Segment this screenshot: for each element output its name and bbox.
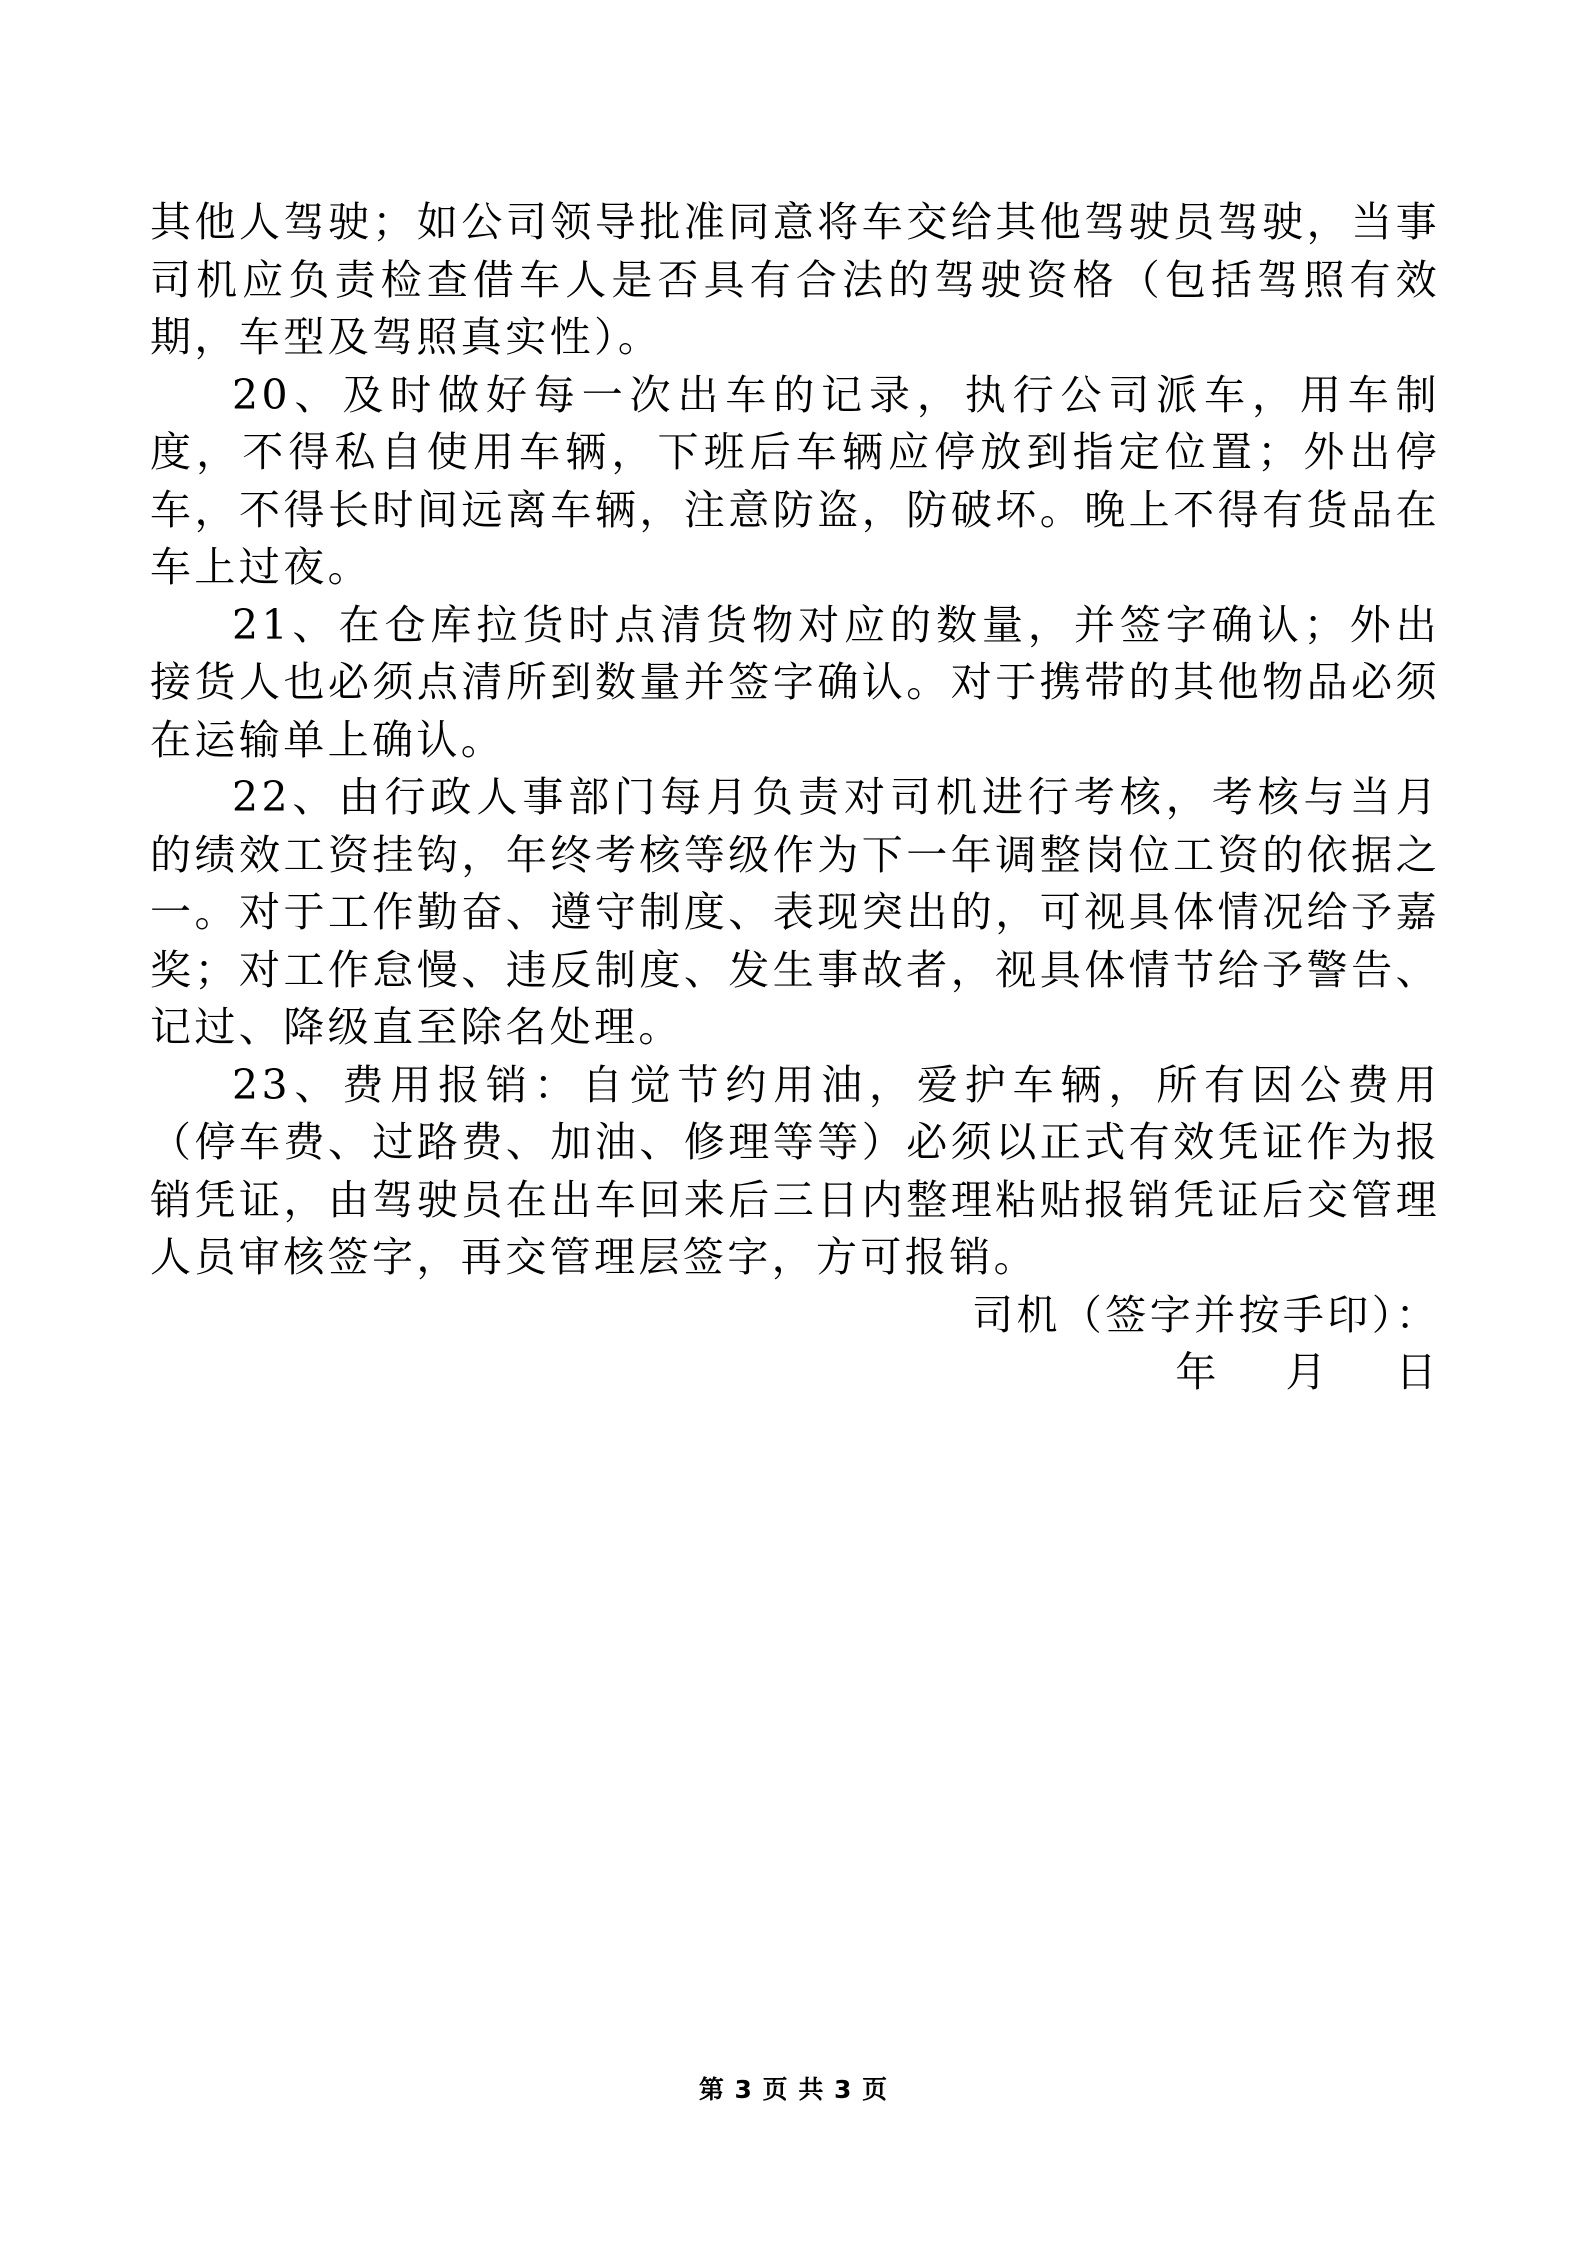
paragraph-item-21: 21、在仓库拉货时点清货物对应的数量，并签字确认；外出接货人也必须点清所到数量并签字确认。对于携带的其他物品必须在运输单上确认。 bbox=[150, 600, 1440, 764]
signature-label: 司机（签字并按手印）： bbox=[972, 1290, 1440, 1339]
date-line: 年 月 日 bbox=[1175, 1348, 1440, 1396]
paragraph-item-22: 22、由行政人事部门每月负责对司机进行考核，考核与当月的绩效工资挂钩，年终考核等级作为下一年调整岗位工资的依据之一。对于工作勤奋、遵守制度、表现突出的，可视具体情况给予嘉奖；对工作怠慢、违反制度、发生事故者，视具体情节给予警告、记过、降级直至除名处理。 bbox=[150, 773, 1440, 1051]
paragraph-item-23: 23、费用报销：自觉节约用油，爱护车辆，所有因公费用（停车费、过路费、加油、修理等等）必须以正式有效凭证作为报销凭证，由驾驶员在出车回来后三日内整理粘贴报销凭证后交管理人员审核签字，再交管理层签字，方可报销。 bbox=[150, 1060, 1440, 1281]
document-body bbox=[150, 194, 1440, 1402]
paragraph-continuation: 其他人驾驶；如公司领导批准同意将车交给其他驾驶员驾驶，当事司机应负责检查借车人是否具有合法的驾驶资格（包括驾照有效期，车型及驾照真实性）。 bbox=[150, 198, 1440, 361]
page-footer: 第 3 页 共 3 页 bbox=[698, 2075, 889, 2104]
paragraph-item-20: 20、及时做好每一次出车的记录，执行公司派车，用车制度，不得私自使用车辆，下班后车辆应停放到指定位置；外出停车，不得长时间远离车辆，注意防盗，防破坏。晚上不得有货品在车上过夜。 bbox=[150, 370, 1440, 591]
